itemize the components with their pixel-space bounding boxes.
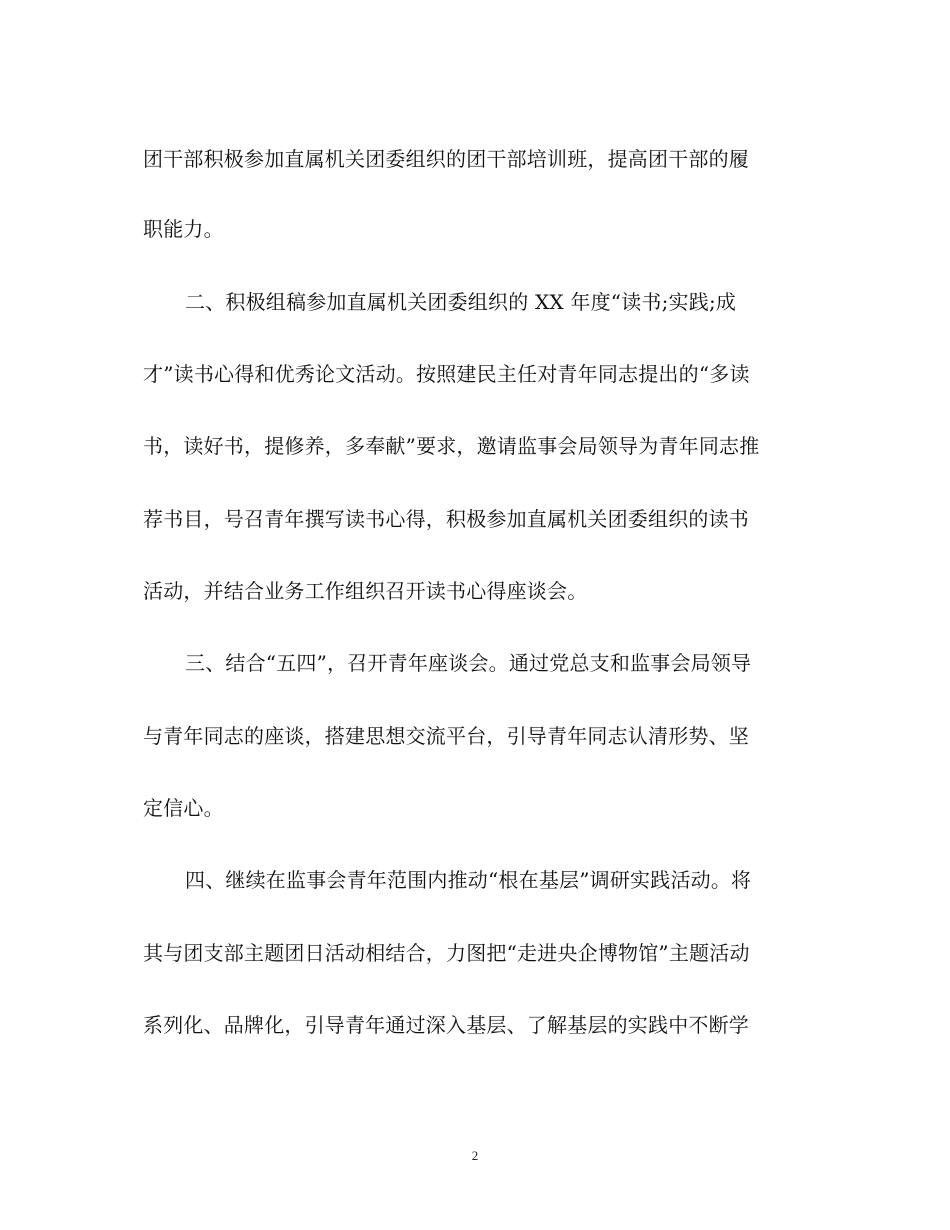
paragraph-line: 二、积极组稿参加直属机关团委组织的 XX 年度“读书;实践;成 bbox=[185, 290, 737, 314]
paragraph-line: 与青年同志的座谈，搭建思想交流平台，引导青年同志认清形势、坚 bbox=[143, 724, 749, 748]
paragraph-line: 职能力。 bbox=[143, 217, 224, 241]
paragraph-line: 定信心。 bbox=[143, 796, 224, 820]
paragraph-line: 活动，并结合业务工作组织召开读书心得座谈会。 bbox=[143, 579, 588, 603]
paragraph-line: 三、结合“五四”，召开青年座谈会。通过党总支和监事会局领导 bbox=[185, 651, 752, 675]
paragraph-line: 团干部积极参加直属机关团委组织的团干部培训班，提高团干部的履 bbox=[143, 147, 749, 171]
paragraph-line: 书，读好书，提修养，多奉献”要求，邀请监事会局领导为青年同志推 bbox=[143, 434, 760, 458]
paragraph-line: 荐书目，号召青年撰写读书心得，积极参加直属机关团委组织的读书 bbox=[143, 507, 749, 531]
paragraph-line: 才”读书心得和优秀论文活动。按照建民主任对青年同志提出的“多读 bbox=[143, 362, 750, 386]
paragraph-line: 系列化、品牌化，引导青年通过深入基层、了解基层的实践中不断学 bbox=[143, 1013, 749, 1037]
page-number: 2 bbox=[471, 1148, 479, 1163]
paragraph-line: 四、继续在监事会青年范围内推动“根在基层”调研实践活动。将 bbox=[185, 868, 752, 892]
paragraph-line: 其与团支部主题团日活动相结合，力图把“走进央企博物馆”主题活动 bbox=[143, 941, 750, 965]
